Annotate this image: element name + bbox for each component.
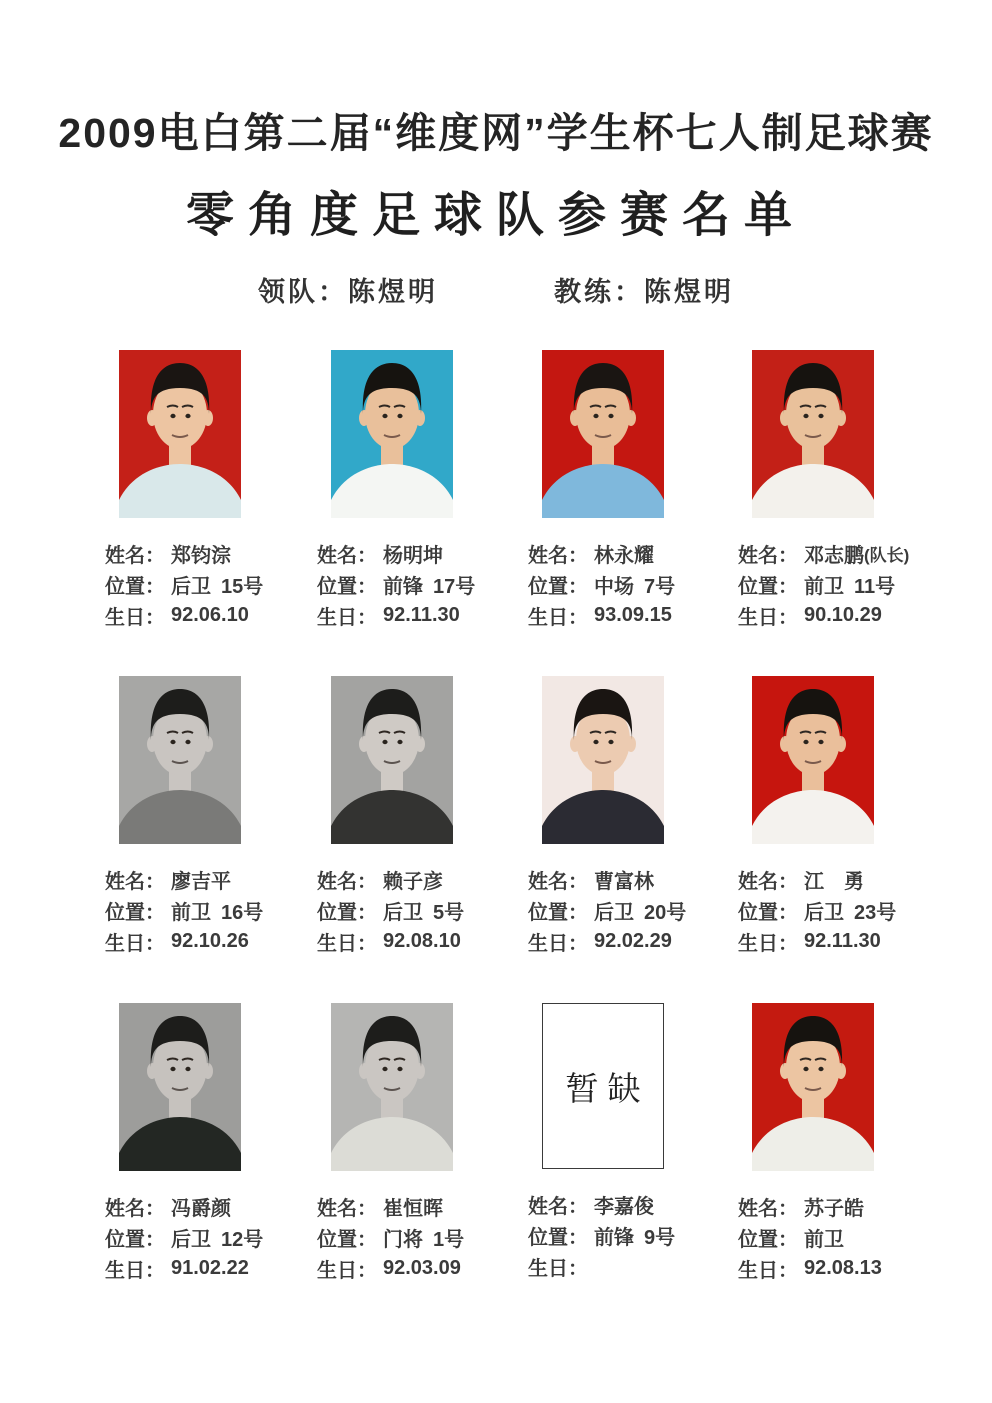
eye [382,740,387,744]
player-info [738,864,953,957]
player-name-line: 姓名： 曹富林 [528,871,654,893]
player-name-line: 姓名： 李嘉俊 [528,1196,654,1218]
player-info [738,538,953,631]
placeholder-text: 暂缺 [565,1068,650,1108]
player-birthday-line: 生日： 92.02.29 [528,930,672,955]
player-photo [119,1003,241,1171]
player-position-line: 位置： 后卫 20号 [528,902,687,924]
player-name-line: 姓名： 林永耀 [528,545,654,567]
player-position-line: 位置： 前锋 9号 [528,1227,676,1249]
coach-name: 陈煜明 [644,277,734,307]
player-info [317,1191,532,1284]
eye [818,414,823,418]
eye [803,414,808,418]
player-birthday-line: 生日： 92.10.26 [105,930,249,955]
eye [170,414,175,418]
player-card [317,1003,532,1284]
player-info [528,864,743,957]
eye [382,1067,387,1071]
player-birthday-line: 生日： 91.02.22 [105,1257,249,1282]
player-name-line: 姓名： 冯爵颜 [105,1198,231,1220]
player-birthday-line: 生日： 92.08.10 [317,930,461,955]
player-position-line: 位置： 前卫 [738,1229,844,1251]
player-position-line: 位置： 后卫 5号 [317,902,465,924]
eye [608,740,613,744]
player-card [528,1003,743,1282]
staff-row [0,270,992,309]
player-position-line: 位置： 后卫 23号 [738,902,897,924]
player-info [528,1189,743,1282]
eye [185,1067,190,1071]
player-name-line: 姓名： 苏子皓 [738,1198,864,1220]
eye [397,414,402,418]
player-birthday-line: 生日： 92.11.30 [738,930,881,955]
player-position-line: 位置： 前卫 11号 [738,576,896,598]
leader-name: 陈煜明 [348,277,438,307]
player-card [528,350,743,631]
player-birthday-line: 生日： 92.03.09 [317,1257,461,1282]
player-info [317,538,532,631]
eye [818,740,823,744]
player-birthday-line: 生日： 93.09.15 [528,604,672,629]
player-info [105,864,320,957]
player-name-line: 姓名： 崔恒晖 [317,1198,443,1220]
player-card [317,676,532,957]
team-leader [258,270,438,309]
player-position-line: 位置： 前卫 16号 [105,902,264,924]
player-info [317,864,532,957]
player-name-line: 姓名： 郑钧淙 [105,545,231,567]
player-card [528,676,743,957]
player-position-line: 位置： 后卫 12号 [105,1229,264,1251]
photo-missing-placeholder [542,1003,664,1169]
player-info [528,538,743,631]
player-card [105,676,320,957]
player-photo [542,676,664,844]
player-position-line: 位置： 门将 1号 [317,1229,465,1251]
eye [608,414,613,418]
eye [170,740,175,744]
player-name-line: 姓名： 赖子彦 [317,871,443,893]
player-card [738,1003,953,1284]
eye [818,1067,823,1071]
player-photo [331,350,453,518]
player-info [105,538,320,631]
player-photo [752,1003,874,1171]
player-info [738,1191,953,1284]
player-photo [331,676,453,844]
eye [593,414,598,418]
player-position-line: 位置： 前锋 17号 [317,576,476,598]
eye [185,740,190,744]
eye [382,414,387,418]
player-card [317,350,532,631]
player-name-line: 姓名： 邓志鹏 (队长) [738,545,910,567]
player-birthday-line: 生日： 92.11.30 [317,604,460,629]
eye [593,740,598,744]
eye [170,1067,175,1071]
page-title: 2009电白第二届“维度网”学生杯七人制足球赛 [58,110,934,156]
player-birthday-line: 生日： 90.10.29 [738,604,882,629]
player-photo [542,350,664,518]
eye [397,1067,402,1071]
player-card [105,350,320,631]
player-photo [119,350,241,518]
leader-label: 领队： [258,277,348,307]
player-name-line: 姓名： 杨明坤 [317,545,443,567]
page-subtitle: 零角度足球队参赛名单 [185,187,806,243]
player-card [738,350,953,631]
team-coach [554,270,734,309]
eye [397,740,402,744]
eye [185,414,190,418]
player-birthday-line: 生日： 92.06.10 [105,604,249,629]
player-photo [119,676,241,844]
player-photo [752,350,874,518]
player-name-line: 姓名： 江 勇 [738,871,864,893]
player-card [738,676,953,957]
coach-label: 教练： [554,277,644,307]
eye [803,740,808,744]
player-birthday-line: 生日： [528,1258,588,1280]
player-info [105,1191,320,1284]
player-birthday-line: 生日： 92.08.13 [738,1257,882,1282]
player-card [105,1003,320,1284]
eye [803,1067,808,1071]
player-photo [752,676,874,844]
player-photo [331,1003,453,1171]
player-position-line: 位置： 中场 7号 [528,576,676,598]
player-name-line: 姓名： 廖吉平 [105,871,231,893]
player-position-line: 位置： 后卫 15号 [105,576,264,598]
